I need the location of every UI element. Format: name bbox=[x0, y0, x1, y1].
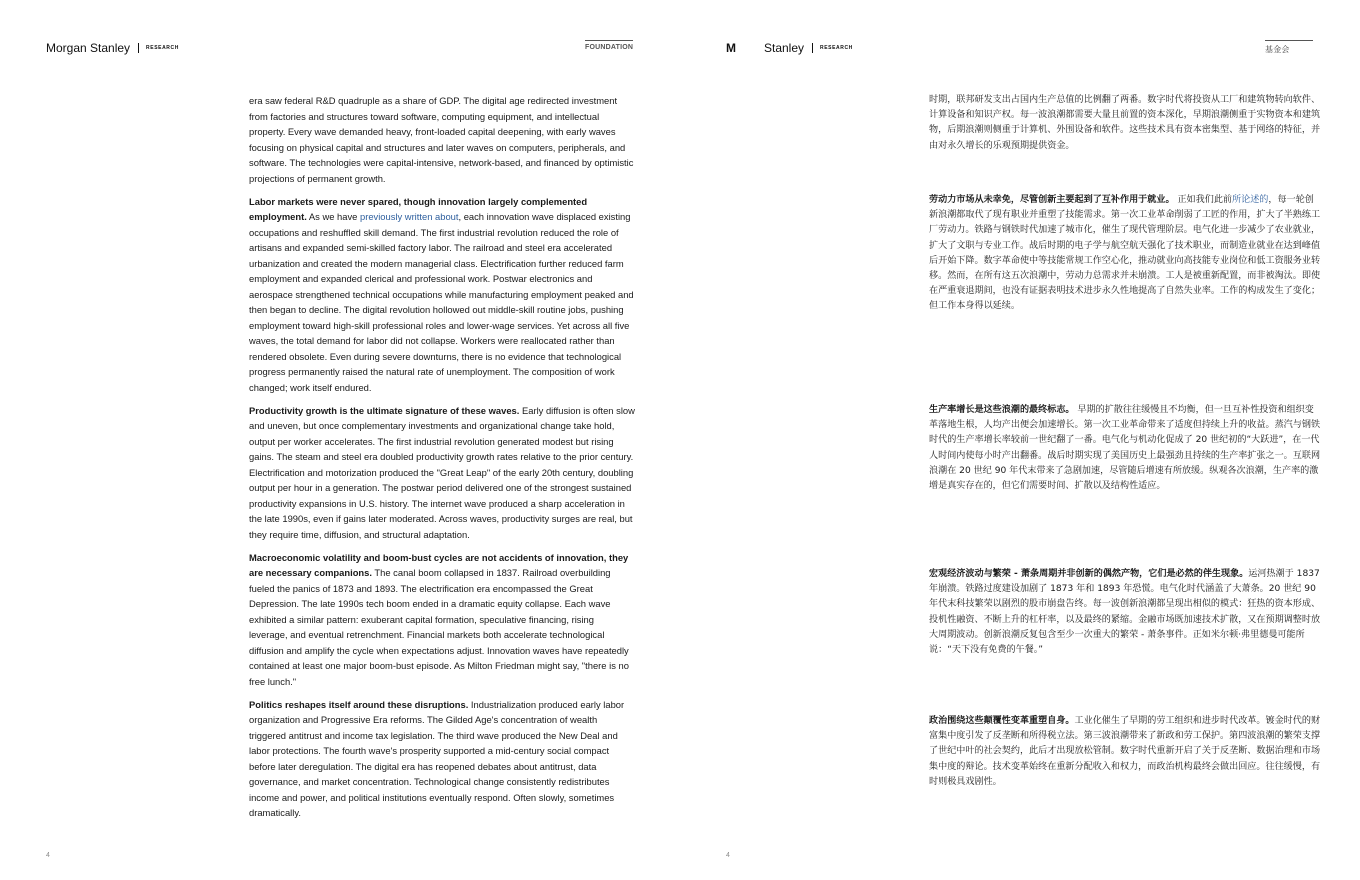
paragraph-text: , each innovation wave displaced existing occupations and reshuffled skill demand. The first industrial revolution reduced the role of artisans and expanded semi-skilled factory labor. The railroad and steel era accelerated urbanization and created the modern managerial class. Electrification further reduced farm employment and expanded clerical and professional work. Postwar electronics and aerospace strengthened technical occupations while manufacturing employment peaked and then began to decline. The digital revolution hollowed out middle-skill routine jobs, pushing employment toward high-skill professional roles and lower-wage services. Yet across all five waves, the total demand for labor did not collapse. Workers were reallocated rather than rendered obsolete. Even during severe downturns, there is no evidence that technological progress permanently raised the natural rate of unemployment. The composition of work changed; work itself endured. bbox=[249, 211, 634, 393]
page-number: 4 bbox=[46, 852, 50, 859]
paragraph bbox=[929, 193, 1321, 315]
paragraph bbox=[929, 567, 1321, 658]
brand-logo bbox=[46, 41, 179, 55]
paragraph-lead: 劳动力市场从未幸免，尽管创新主要起到了互补作用于就业。 bbox=[929, 195, 1175, 205]
previously-written-link[interactable]: previously written about bbox=[359, 211, 459, 223]
paragraph-lead: 生产率增长是这些浪潮的最终标志。 bbox=[929, 405, 1075, 415]
paragraph bbox=[249, 194, 635, 396]
previously-written-link[interactable]: 所论述的 bbox=[1232, 195, 1269, 205]
brand-logo bbox=[726, 41, 853, 55]
article-body bbox=[249, 93, 635, 828]
brand-name: Morgan Stanley bbox=[46, 41, 131, 55]
paragraph-text: Early diffusion is often slow and uneven, but once complementary investments and organizational change take hold, output per worker accelerates. The first industrial revolution generated modest but rising gains. The steam and steel era doubled productivity growth rates relative to the prior century. Electrification and motorization produced the "Great Leap" of the early 20th century, doubling output per hour in a generation. The postwar period delivered one of the strongest sustained productivity expansions in U.S. history. The internet wave produced a sharp acceleration in the late 1990s, even if gains later moderated. Across waves, productivity surges are real, but they require time, diffusion, and structural adaptation. bbox=[249, 404, 635, 540]
page-number: 4 bbox=[726, 852, 730, 859]
paragraph-lead: Politics reshapes itself around these disruptions. bbox=[249, 698, 469, 710]
research-label: RESEARCH bbox=[820, 45, 853, 51]
article-body-paragraph-5 bbox=[929, 714, 1321, 790]
paragraph-lead: 宏观经济波动与繁荣 - 萧条周期并非创新的偶然产物，它们是必然的伴生现象。 bbox=[929, 569, 1249, 579]
brand-initial: M bbox=[726, 41, 736, 55]
paragraph-lead: Productivity growth is the ultimate signature of these waves. bbox=[249, 404, 520, 416]
paragraph-text: 工业化催生了早期的劳工组织和进步时代改革。镀金时代的财富集中度引发了反垄断和所得税立法。第三波浪潮带来了新政和劳工保护。第四波浪潮的繁荣支撑了世纪中叶的社会契约，此后才出现放松管制。数字时代重新开启了关于反垄断、数据治理和市场集中度的辩论。技术变革始终在重新分配收入和权力，而政治机构最终会做出回应。往往缓慢，有时则极具戏剧性。 bbox=[929, 716, 1321, 787]
paragraph bbox=[929, 93, 1321, 154]
paragraph-lead: Labor markets were never spared, though innovation largely complemented employment. bbox=[249, 195, 588, 223]
paragraph bbox=[929, 403, 1321, 494]
paragraph bbox=[249, 697, 635, 821]
section-label: FOUNDATION bbox=[585, 40, 633, 51]
article-body-paragraph-4 bbox=[929, 567, 1321, 658]
right-page bbox=[680, 0, 1360, 880]
paragraph-text: 运河热潮于 1837 年崩溃。铁路过度建设加剧了 1873 年和 1893 年恐慌。电气化时代涵盖了大萧条。20 世纪 90 年代末科技繁荣以剧烈的股市崩盘告终。每一波创新浪潮都呈现出相似的模式：狂热的资本形成、投机性融资、不断上升的杠杆率，以及最终的紧缩。金融市场既加速技术扩散，又在预期调整时放大周期波动。创新浪潮反复包含至少一次重大的繁荣 - 萧条事件。正如米尔顿·弗里德曼可能所说：“天下没有免费的午餐。” bbox=[929, 569, 1321, 656]
paragraph-lead: Macroeconomic volatility and boom-bust cycles are not accidents of innovation, they are necessary companions. bbox=[249, 551, 629, 579]
section-label: 基金会 bbox=[1265, 40, 1313, 55]
paragraph-text: ，每一轮创新浪潮都取代了现有职业并重塑了技能需求。第一次工业革命削弱了工匠的作用，扩大了半熟练工厂劳动力。铁路与钢铁时代加速了城市化，催生了现代管理阶层。电气化进一步减少了农业就业，扩大了文职与专业工作。战后时期的电子学与航空航天强化了技术职业，而制造业就业在达到峰值后开始下降。数字革命使中等技能常规工作空心化，推动就业向高技能专业岗位和低工资服务业转移。然而，在所有这五次浪潮中，劳动力总需求并未崩溃。工人是被重新配置，而非被淘汰。即使在严重衰退期间，也没有证据表明技术进步永久性地提高了自然失业率。工作的构成发生了变化；但工作本身得以延续。 bbox=[929, 195, 1321, 312]
logo-divider bbox=[812, 43, 813, 53]
article-body-paragraph-3 bbox=[929, 403, 1321, 494]
paragraph bbox=[249, 550, 635, 690]
brand-name: Stanley bbox=[764, 41, 805, 55]
article-body-paragraph-2 bbox=[929, 193, 1321, 315]
paragraph-text: 早期的扩散往往缓慢且不均衡，但一旦互补性投资和组织变革落地生根，人均产出便会加速增长。第一次工业革命带来了适度但持续上升的收益。蒸汽与钢铁时代的生产率增长率较前一世纪翻了一番。电气化与机动化促成了 20 世纪初的“大跃进”，在一代人时间内使每小时产出翻番。战后时期实现了美国历史上最强劲且持续的生产率扩张之一。互联网浪潮在 20 世纪 90 年代末带来了急剧加速，尽管随后增速有所放缓。纵观各次浪潮，生产率的激增是真实存在的，但它们需要时间、扩散以及结构性适应。 bbox=[929, 405, 1321, 492]
paragraph bbox=[929, 714, 1321, 790]
article-body-paragraph-1 bbox=[929, 93, 1321, 154]
research-label: RESEARCH bbox=[146, 45, 179, 51]
logo-divider bbox=[138, 43, 139, 53]
paragraph-text: The canal boom collapsed in 1837. Railroad overbuilding fueled the panics of 1873 and 1893. The electrification era encompassed the Great Depression. The late 1990s tech boom ended in a dramatic equity collapse. Each wave exhibited a similar pattern: exuberant capital formation, speculative financing, rising leverage, and eventual retrenchment. Financial markets both accelerate technological diffusion and amplify the cycle when expectations adjust. Innovation waves have repeatedly contained at least one major boom-bust episode. As Milton Friedman might say, "there is no free lunch." bbox=[249, 567, 629, 687]
paragraph bbox=[249, 403, 635, 543]
paragraph-text: era saw federal R&D quadruple as a share of GDP. The digital age redirected investment from factories and structures toward software, computing equipment, and intellectual property. Every wave demanded heavy, front-loaded capital deepening, with early waves focusing on physical capital and structures and later waves on computers, peripherals, and software. The technologies were capital-intensive, network-based, and financed by optimistic projections of permanent growth. bbox=[249, 95, 634, 184]
paragraph-text: 时期，联邦研发支出占国内生产总值的比例翻了两番。数字时代将投资从工厂和建筑物转向软件、计算设备和知识产权。每一波浪潮都需要大量且前置的资本深化，早期浪潮侧重于实物资本和建筑物，后期浪潮则侧重于计算机、外围设备和软件。这些技术具有资本密集型、基于网络的特征，并由对永久增长的乐观预期提供资金。 bbox=[929, 95, 1321, 151]
paragraph bbox=[249, 93, 635, 186]
paragraph-text: 正如我们此前 bbox=[1174, 195, 1233, 205]
paragraph-text: Industrialization produced early labor organization and Progressive Era reforms. The Gilded Age's concentration of wealth triggered antitrust and income tax legislation. The third wave produced the New Deal and labor protections. The fourth wave's prosperity supported a mid-century social compact before later deregulation. The digital era has reopened debates about antitrust, data governance, and market concentration. Technological change consistently redistributes income and power, and political institutions eventually respond. Often slowly, sometimes dramatically. bbox=[249, 698, 625, 819]
paragraph-lead: 政治围绕这些颠覆性变革重塑自身。 bbox=[929, 716, 1075, 726]
paragraph-text: As we have bbox=[306, 211, 360, 223]
